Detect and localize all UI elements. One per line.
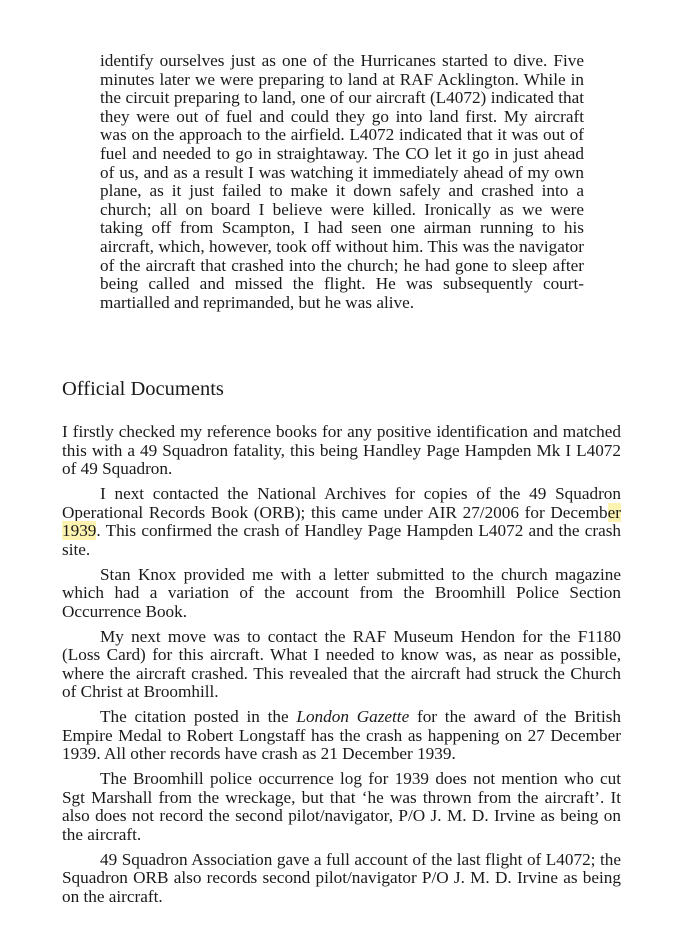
paragraph-5	[62, 708, 621, 764]
paragraph-2-text-start: I next contacted the National Archives for copies of the 49 Squadron Operational Records Book (ORB); this came under AIR 27/2006 for Decemb	[62, 483, 621, 522]
paragraph-1: I firstly checked my reference books for any positive identification and matched this with a 49 Squadron fatality, this being Handley Page Hampden Mk I L4072 of 49 Squadron.	[62, 422, 621, 479]
paragraph-2-text-end: . This confirmed the crash of Handley Page Hampden L4072 and the crash site.	[62, 521, 621, 559]
quoted-account: identify ourselves just as one of the Hurricanes started to dive. Five minutes later we were preparing to land at RAF Acklington. While in the circuit preparing to land, one of our aircraft (L4072) indicated that they were out of fuel and could they go into land first. My aircraft was on the approach to the airfield. L4072 indicated that it was out of fuel and needed to go in straightaway. The CO let it go in just ahead of us, and as a result I was watching it immediately ahead of my own plane, as it just failed to make it down safely and crashed into a church; all on board I believe were killed. Ironically as we were taking off from Scampton, I had seen one airman running to his aircraft, which, however, took off without him. This was the navigator of the aircraft that crashed into the church; he had gone to sleep after being called and missed the flight. He was subsequently court-martialled and reprimanded, but he was alive.	[100, 51, 584, 312]
body-text	[62, 423, 621, 913]
paragraph-3: Stan Knox provided me with a letter submitted to the church magazine which had a variation of the account from the Broomhill Police Section Occurrence Book.	[62, 564, 621, 621]
highlighted-text: er 1939	[62, 502, 621, 541]
paragraph-7: 49 Squadron Association gave a full account of the last flight of L4072; the Squadron ORB also records second pilot/navigator P/O J. M. D. Irvine as being on the aircraft.	[62, 849, 621, 906]
publication-title: London Gazette	[296, 707, 410, 727]
paragraph-6: The Broomhill police occurrence log for 1939 does not mention who cut Sgt Marshall from the wreckage, but that ‘he was thrown from the aircraft’. It also does not record the second pilot/navigator, P/O J. M. D. Irvine as being on the aircraft.	[62, 769, 621, 844]
section-heading: Official Documents	[62, 378, 224, 400]
paragraph-2	[62, 485, 621, 559]
paragraph-5-text-start: The citation posted in the	[100, 707, 297, 727]
paragraph-4: My next move was to contact the RAF Museum Hendon for the F1180 (Loss Card) for this aircraft. What I needed to know was, as near as possible, where the aircraft crashed. This revealed that the aircraft had struck the Church of Christ at Broomhill.	[62, 626, 621, 702]
paragraph-5-text-end: for the award of the British Empire Medal to Robert Longstaff has the crash as happening on 27 December 1939. All other records have crash as 21 December 1939.	[62, 707, 621, 764]
